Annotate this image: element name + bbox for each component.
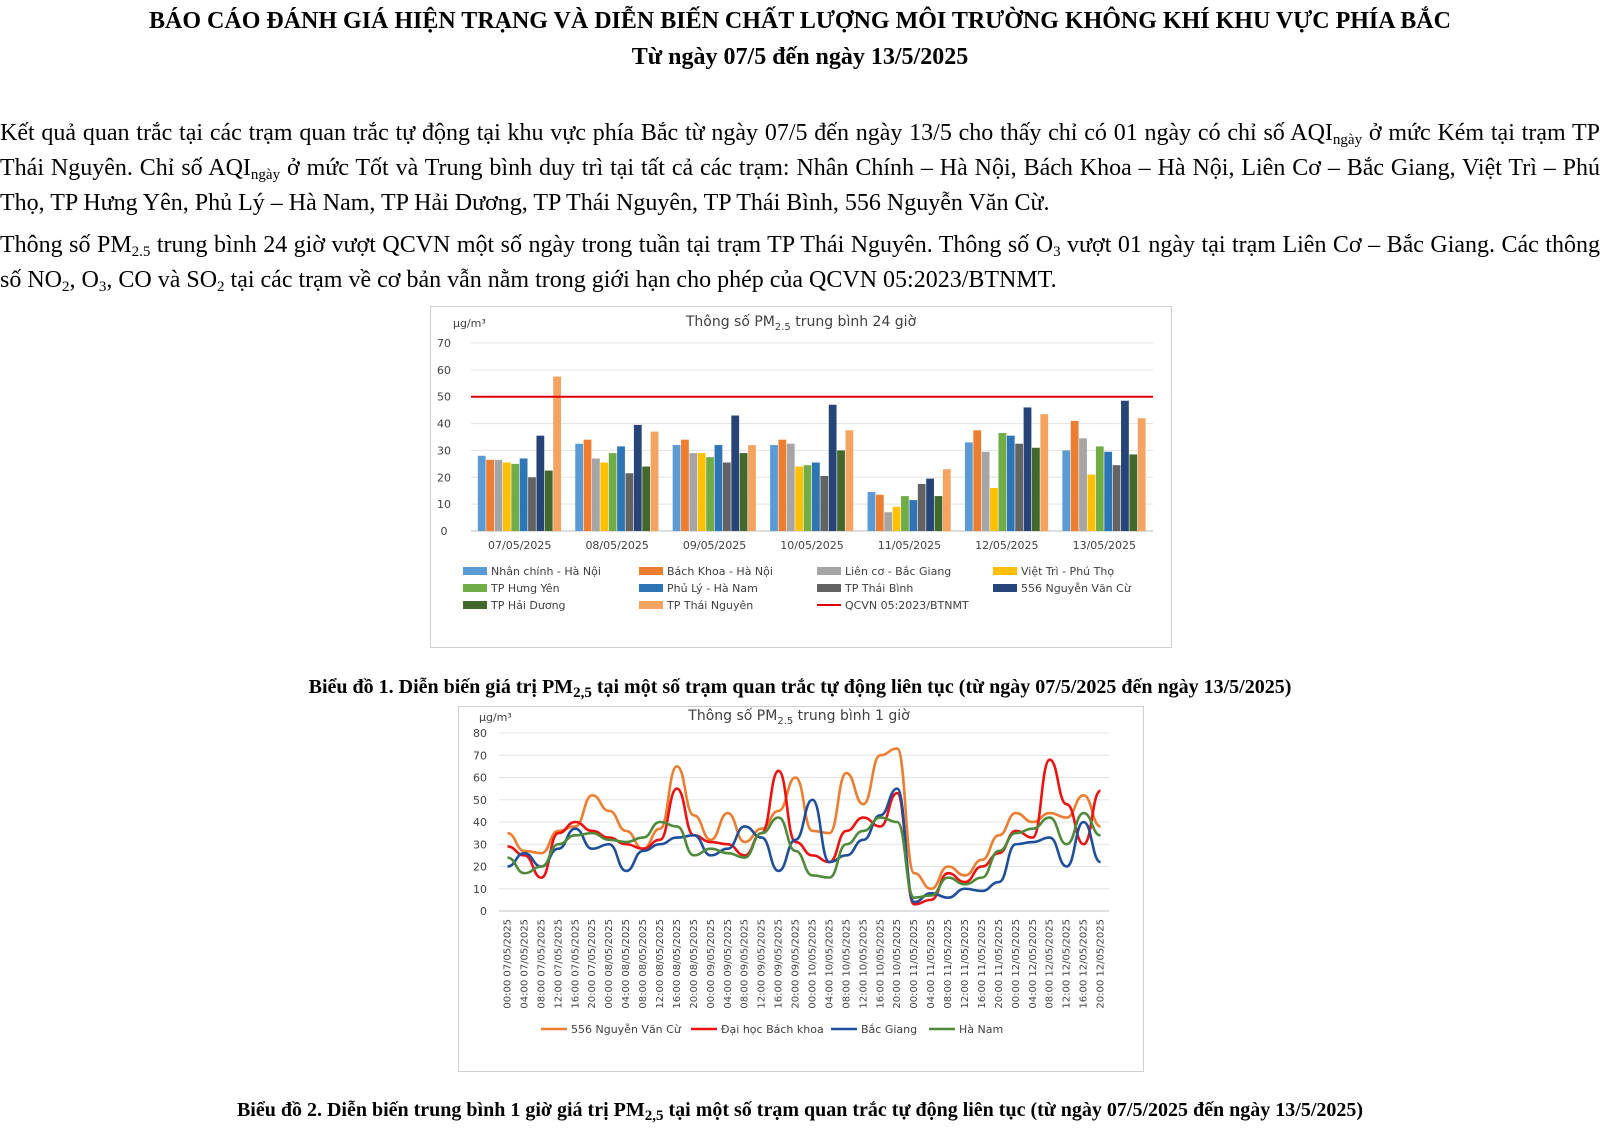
chart2-x-label: 08:00 08/05/2025 [638, 919, 650, 1009]
p2-text-5: , CO và SO [106, 267, 218, 293]
chart2-x-label: 20:00 11/05/2025 [993, 919, 1005, 1009]
chart1-bar [609, 453, 617, 531]
chart2-x-label: 16:00 10/05/2025 [875, 919, 887, 1009]
chart1-bar [673, 445, 681, 531]
chart1-legend-swatch [639, 584, 663, 592]
chart1-bar [528, 477, 536, 531]
chart1-legend-swatch [463, 584, 487, 592]
report-date-range: Từ ngày 07/5 đến ngày 13/5/2025 [631, 44, 969, 70]
chart1-y-tick: 70 [437, 337, 451, 350]
chart1-x-label: 13/05/2025 [1072, 539, 1136, 552]
chart1-legend-label: TP Thái Bình [845, 582, 914, 595]
chart1-bar [909, 500, 917, 531]
chart1-bar [804, 465, 812, 531]
chart2-legend-label: Đại học Bách khoa [721, 1023, 824, 1036]
chart2-x-label: 20:00 10/05/2025 [892, 919, 904, 1009]
chart1-y-unit: µg/m³ [453, 317, 486, 330]
chart1-bar [478, 456, 486, 531]
chart2-x-label: 08:00 11/05/2025 [943, 919, 955, 1009]
chart1-bar [536, 436, 544, 531]
chart2-y-unit: µg/m³ [479, 711, 512, 724]
chart1-legend-swatch [463, 601, 487, 609]
chart2-x-label: 04:00 12/05/2025 [1027, 919, 1039, 1009]
chart1-bar [715, 445, 723, 531]
chart2-x-label: 04:00 11/05/2025 [926, 919, 938, 1009]
chart2-x-label: 08:00 07/05/2025 [536, 919, 548, 1009]
cap2-text-1: Biểu đồ 2. Diễn biến trung bình 1 giờ giá trị PM [236, 1099, 645, 1121]
chart2-x-label: 16:00 12/05/2025 [1078, 919, 1090, 1009]
chart1-bar [723, 463, 731, 531]
chart2-y-tick: 50 [473, 793, 487, 807]
chart1-legend-label: 556 Nguyễn Văn Cừ [1021, 582, 1131, 595]
chart1-y-tick: 50 [437, 390, 451, 404]
chart2-x-label: 12:00 09/05/2025 [756, 919, 768, 1009]
chart2-x-label: 20:00 08/05/2025 [688, 919, 700, 1009]
cap1-sub: 2,5 [573, 685, 592, 701]
chart1-bar [829, 405, 837, 531]
chart1-bar [1079, 438, 1087, 531]
chart1-bar [787, 444, 795, 531]
p2-sub-2: 3 [1053, 244, 1061, 260]
chart1-bar [918, 484, 926, 531]
chart1-bar [495, 460, 503, 531]
chart1-bar [1015, 444, 1023, 531]
chart1-bar [1104, 452, 1112, 531]
pm25-daily-bar-chart [430, 306, 1172, 648]
chart2-x-label: 12:00 07/05/2025 [553, 919, 565, 1009]
chart1-y-tick: 10 [437, 498, 451, 512]
chart1-bar [626, 473, 634, 531]
chart1-bar [990, 488, 998, 531]
chart1-bar [901, 496, 909, 531]
chart1-bar [820, 476, 828, 531]
p1-text-2: ở mức Kém tại trạm TP Thái Nguyên. Chỉ số AQI [0, 120, 1600, 181]
chart1-y-tick: 60 [437, 363, 451, 377]
p2-text-4: , O [69, 267, 99, 293]
chart1-bar [748, 445, 756, 531]
chart2-y-tick: 0 [480, 905, 487, 918]
chart1-bar [876, 495, 884, 531]
cap1-text-2: tại một số trạm quan trắc tự động liên tục (từ ngày 07/5/2025 đến ngày 13/5/2025) [591, 676, 1292, 698]
chart2-x-label: 16:00 09/05/2025 [773, 919, 785, 1009]
chart1-bar [1138, 418, 1146, 531]
chart1-bar [884, 512, 892, 531]
chart1-x-label: 10/05/2025 [780, 539, 844, 552]
chart1-bar [617, 446, 625, 531]
p2-text-1: Thông số PM [0, 232, 132, 258]
chart1-bar [592, 458, 600, 531]
chart1-x-label: 09/05/2025 [682, 539, 747, 552]
chart1-bar [868, 492, 876, 531]
chart1-bar [706, 457, 714, 531]
chart2-legend-label: Hà Nam [959, 1023, 1004, 1036]
chart1-caption [0, 674, 1600, 700]
chart1-bar [1071, 421, 1079, 531]
pm25-hourly-chart-svg [459, 707, 1143, 1071]
chart2-y-tick: 10 [473, 882, 487, 896]
p1-sub-2: ngày [250, 167, 281, 183]
chart1-legend-swatch [817, 584, 841, 592]
chart1-bar [778, 440, 786, 531]
chart1-bar [503, 463, 511, 531]
chart1-legend-label: Liên cơ - Bắc Giang [845, 565, 952, 578]
chart1-legend-swatch [993, 584, 1017, 592]
chart1-bar [642, 467, 650, 531]
chart1-bar [731, 416, 739, 531]
chart1-bar [698, 453, 706, 531]
pm25-hourly-line-chart [458, 706, 1144, 1072]
chart1-bar [634, 425, 642, 531]
chart1-bar [600, 463, 608, 531]
chart2-title: Thông số $PM_{2.5}$ trung bình 1 giờ [688, 708, 910, 727]
chart1-legend-label: TP Thái Nguyên [667, 599, 754, 612]
chart1-bar [982, 452, 990, 531]
chart1-bar [846, 430, 854, 531]
chart1-x-label: 08/05/2025 [585, 539, 649, 552]
chart2-x-label: 16:00 08/05/2025 [671, 919, 683, 1009]
chart2-x-label: 20:00 12/05/2025 [1095, 919, 1107, 1009]
p2-text-6: tại các trạm về cơ bản vẫn nằm trong giới hạn cho phép của QCVN 05:2023/BTNMT. [224, 267, 1057, 293]
chart1-bar [740, 453, 748, 531]
cap2-text-2: tại một số trạm quan trắc tự động liên tục (từ ngày 07/5/2025 đến ngày 13/5/2025) [663, 1099, 1364, 1121]
chart1-y-tick: 20 [437, 471, 451, 485]
chart1-x-label: 12/05/2025 [975, 539, 1039, 552]
chart2-x-label: 04:00 09/05/2025 [722, 919, 734, 1009]
p1-text-3: ở mức Tốt và Trung bình duy trì tại tất cả các trạm: Nhân Chính – Hà Nội, Bách Khoa – Hà Nội, Liên Cơ – Bắc Giang, Việt Trì – Phú Thọ, TP Hưng Yên, Phủ Lý – Hà Nam, TP Hải Dương, TP Thái Nguyên, TP Thái Bình, 556 Nguyễn Văn Cừ. [0, 155, 1600, 216]
chart2-y-tick: 60 [473, 771, 487, 785]
chart1-bar [935, 496, 943, 531]
chart2-y-tick: 70 [473, 749, 487, 763]
chart1-bar [1024, 407, 1032, 531]
chart2-x-label: 12:00 10/05/2025 [858, 919, 870, 1009]
chart1-bar [926, 479, 934, 531]
chart1-y-tick: 30 [437, 444, 451, 458]
chart2-y-tick: 30 [473, 838, 487, 852]
chart2-caption [0, 1097, 1600, 1123]
chart1-bar [553, 377, 561, 531]
report-title: BÁO CÁO ĐÁNH GIÁ HIỆN TRẠNG VÀ DIỄN BIẾN CHẤT LƯỢNG MÔI TRƯỜNG KHÔNG KHÍ KHU VỰC PHÍA BẮC [149, 8, 1451, 34]
chart2-x-label: 00:00 12/05/2025 [1010, 919, 1022, 1009]
chart1-bar [1062, 450, 1070, 531]
chart2-y-tick: 80 [473, 727, 487, 740]
chart1-legend-label: TP Hưng Yên [491, 582, 560, 595]
chart1-bar [545, 471, 553, 531]
p2-sub-3: 2 [62, 279, 70, 295]
chart1-legend-label: Nhân chính - Hà Nội [491, 565, 601, 578]
chart1-bar [943, 469, 951, 531]
chart1-bar [584, 440, 592, 531]
chart1-legend-label: Việt Trì - Phú Thọ [1021, 565, 1115, 578]
p2-sub-1: 2.5 [131, 244, 151, 260]
chart2-x-label: 12:00 08/05/2025 [654, 919, 666, 1009]
chart1-bar [795, 467, 803, 531]
chart2-x-label: 04:00 10/05/2025 [824, 919, 836, 1009]
chart1-bar [1113, 465, 1121, 531]
chart1-bar [511, 464, 519, 531]
chart1-legend-swatch [463, 567, 487, 575]
chart1-bar [812, 463, 820, 531]
p2-text-2: trung bình 24 giờ vượt QCVN một số ngày trong tuần tại trạm TP Thái Nguyên. Thông số O [150, 232, 1054, 258]
chart2-x-label: 00:00 07/05/2025 [502, 919, 514, 1009]
p2-sub-4: 3 [98, 279, 107, 295]
chart1-bar [1121, 401, 1129, 531]
chart2-y-tick: 20 [473, 860, 487, 874]
chart2-x-label: 16:00 11/05/2025 [976, 919, 988, 1009]
chart1-bar [520, 458, 528, 531]
chart1-bar [1032, 448, 1040, 531]
chart1-bar [837, 450, 845, 531]
chart1-legend-label: TP Hải Dương [491, 599, 566, 612]
chart1-legend-label: Phủ Lý - Hà Nam [667, 582, 758, 595]
chart2-x-label: 16:00 07/05/2025 [570, 919, 582, 1009]
p1-text-1: Kết quả quan trắc tại các trạm quan trắc tự động tại khu vực phía Bắc từ ngày 07/5 đến ngày 13/5 cho thấy chỉ có 01 ngày có chỉ số AQI [0, 120, 1333, 146]
chart1-legend-label: QCVN 05:2023/BTNMT [845, 599, 969, 612]
chart1-bar [973, 430, 981, 531]
chart1-bar [1129, 454, 1137, 531]
chart1-legend-swatch [817, 567, 841, 575]
cap2-sub: 2,5 [644, 1108, 664, 1124]
chart2-x-label: 08:00 10/05/2025 [841, 919, 853, 1009]
paragraph-aqi-summary [0, 116, 1600, 221]
chart2-x-label: 08:00 09/05/2025 [739, 919, 751, 1009]
chart1-bar [1007, 436, 1015, 531]
paragraph-pm25-summary [0, 228, 1600, 298]
chart2-legend-label: Bắc Giang [861, 1023, 918, 1036]
chart2-y-tick: 40 [473, 816, 487, 829]
chart2-legend-label: 556 Nguyễn Văn Cừ [571, 1023, 681, 1036]
chart2-x-label: 00:00 11/05/2025 [909, 919, 921, 1009]
chart2-x-label: 04:00 07/05/2025 [519, 919, 531, 1009]
cap1-text-1: Biểu đồ 1. Diễn biến giá trị PM [308, 676, 574, 698]
chart1-bar [486, 460, 494, 531]
chart2-x-label: 00:00 09/05/2025 [705, 919, 717, 1009]
chart1-x-label: 07/05/2025 [488, 539, 552, 552]
chart1-bar [965, 442, 973, 531]
chart1-title: Thông số $PM_{2.5}$ trung bình 24 giờ [685, 314, 917, 333]
pm25-daily-chart-svg [431, 307, 1171, 647]
chart2-x-label: 00:00 08/05/2025 [604, 919, 616, 1009]
chart1-bar [770, 445, 778, 531]
chart1-bar [651, 432, 659, 531]
p2-text-3: vượt 01 ngày tại trạm Liên Cơ – Bắc Giang. Các thông số NO [0, 232, 1600, 293]
chart2-x-label: 08:00 12/05/2025 [1044, 919, 1056, 1009]
chart1-bar [689, 453, 697, 531]
chart2-x-label: 04:00 08/05/2025 [621, 919, 633, 1009]
chart1-bar [681, 440, 689, 531]
chart1-bar [998, 433, 1006, 531]
chart1-y-tick: 0 [440, 525, 448, 538]
chart1-bar [1040, 414, 1048, 531]
chart1-bar [1096, 446, 1104, 531]
chart1-y-tick: 40 [437, 417, 451, 431]
chart1-bar [1088, 475, 1096, 531]
p2-sub-5: 2 [217, 279, 225, 295]
chart2-series-line [507, 760, 1100, 905]
chart1-legend-swatch [639, 601, 663, 609]
chart1-bar [575, 444, 583, 531]
chart1-legend-swatch [639, 567, 663, 575]
chart2-x-label: 12:00 11/05/2025 [959, 919, 971, 1009]
chart2-x-label: 20:00 07/05/2025 [587, 919, 599, 1009]
chart2-x-label: 12:00 12/05/2025 [1061, 919, 1073, 1009]
chart2-x-label: 00:00 10/05/2025 [807, 919, 819, 1009]
p1-sub-1: ngày [1332, 132, 1363, 148]
chart1-x-label: 11/05/2025 [877, 539, 942, 552]
chart1-bar [893, 507, 901, 531]
chart1-legend-swatch [993, 567, 1017, 575]
chart2-x-label: 20:00 09/05/2025 [790, 919, 802, 1009]
chart1-legend-label: Bách Khoa - Hà Nội [667, 565, 773, 578]
